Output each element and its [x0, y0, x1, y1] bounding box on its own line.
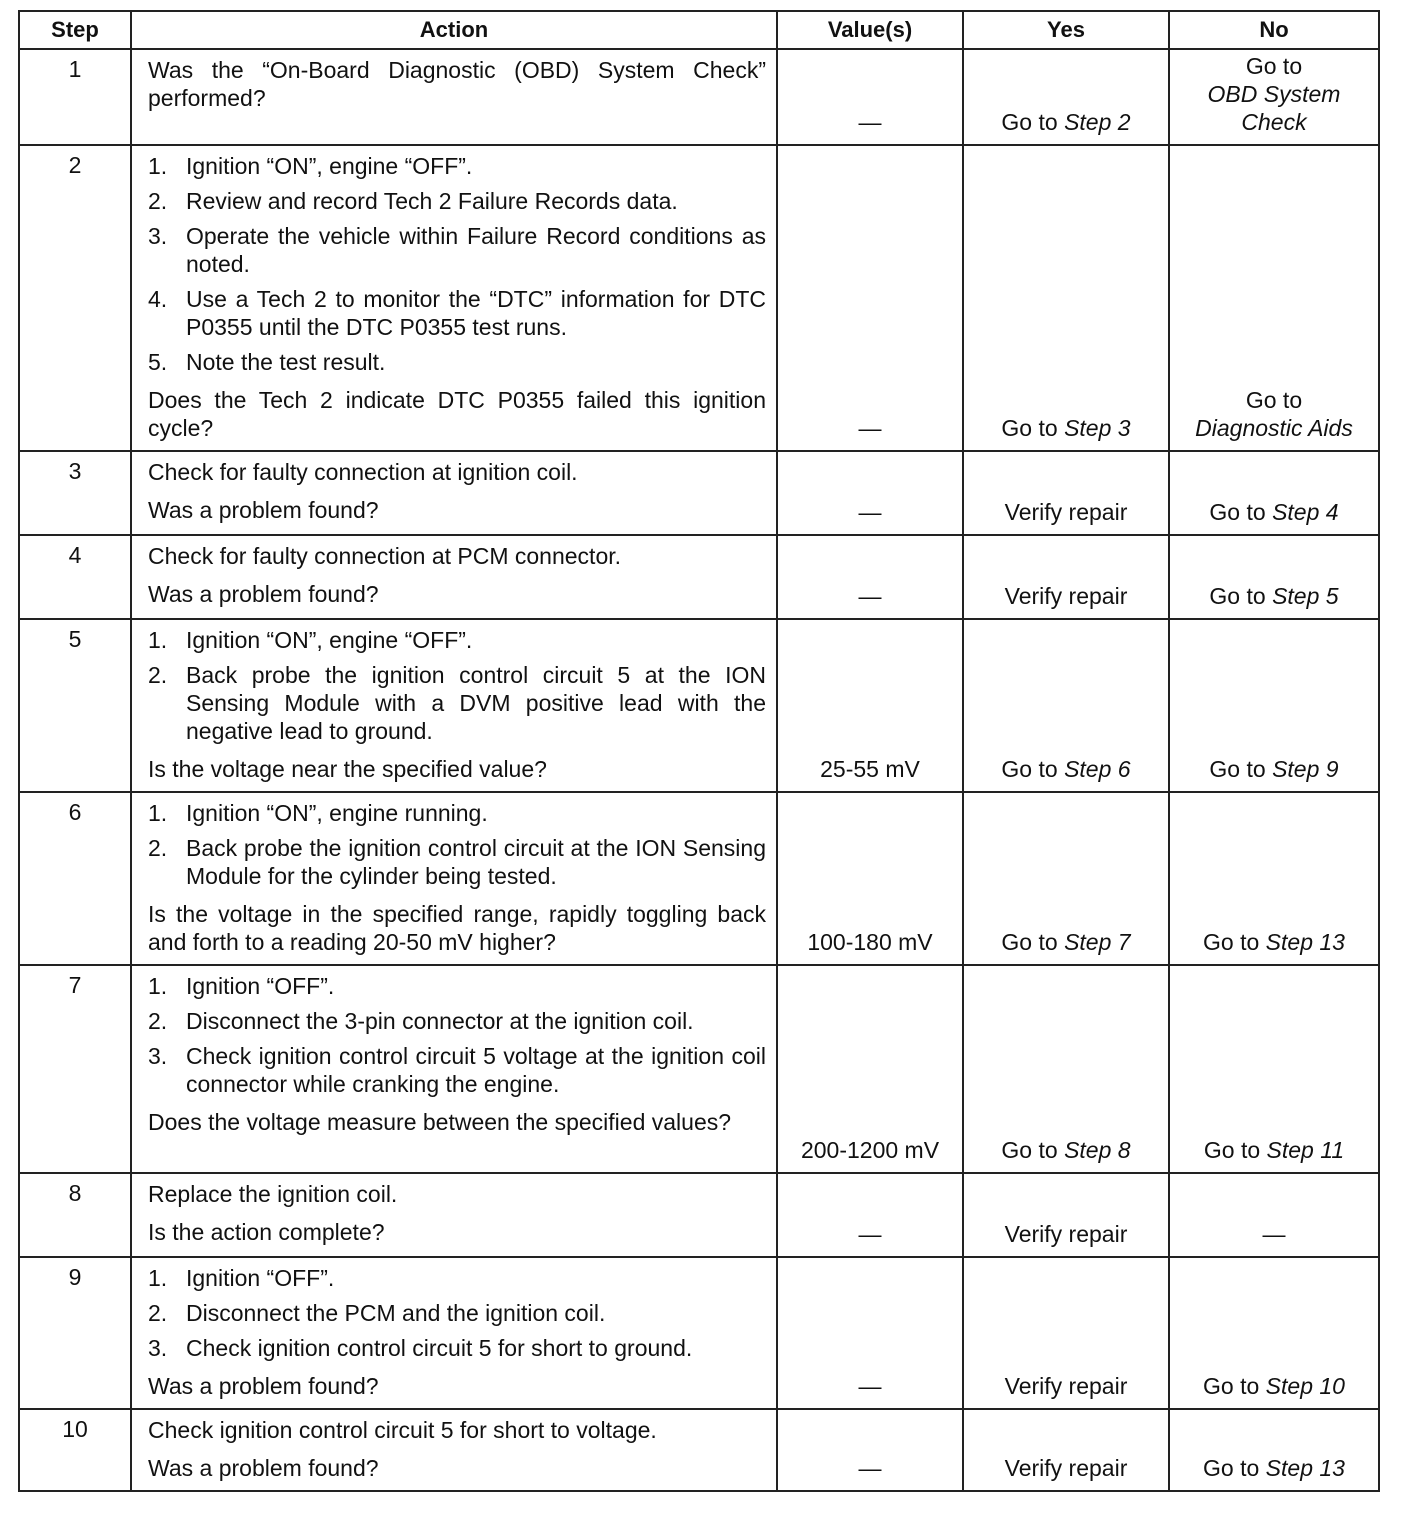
action-step-number: 1.: [148, 627, 168, 653]
action-question: Does the voltage measure between the specified values?: [148, 1109, 732, 1135]
action-step-text: Check ignition control circuit 5 for short to ground.: [186, 1335, 693, 1361]
yes-text: Verify repair: [1004, 1221, 1128, 1247]
action-step-number: 2.: [148, 835, 168, 861]
value-cell: —: [777, 1409, 963, 1491]
action-question: Does the Tech 2 indicate DTC P0355 failed this ignition cycle?: [148, 387, 766, 441]
action-question: Is the voltage near the specified value?: [148, 756, 547, 782]
no-text: Go to: [1245, 387, 1303, 413]
yes-cell: [963, 1173, 1169, 1257]
action-step-text: Ignition “OFF”.: [186, 1265, 335, 1291]
value-cell: —: [777, 451, 963, 535]
yes-cell: [963, 451, 1169, 535]
no-cell: [1169, 1409, 1379, 1491]
yes-step-link[interactable]: Step 6: [1064, 756, 1131, 782]
action-step-number: 1.: [148, 800, 168, 826]
action-step-item: [148, 1007, 766, 1035]
step-number: 7: [19, 965, 131, 1173]
table-body: [19, 49, 1379, 1491]
yes-cell: [963, 145, 1169, 451]
action-cell: [131, 619, 777, 792]
action-step-item: [148, 285, 766, 341]
yes-cell: [963, 619, 1169, 792]
action-step-item: [148, 152, 766, 180]
step-number: 9: [19, 1257, 131, 1409]
action-cell: [131, 1257, 777, 1409]
action-step-item: [148, 222, 766, 278]
header-action: Action: [131, 11, 777, 49]
action-step-number: 1.: [148, 153, 168, 179]
yes-text: Verify repair: [1004, 499, 1128, 525]
value-cell: —: [777, 49, 963, 145]
yes-text: Go to: [1001, 929, 1065, 955]
table-row: [19, 451, 1379, 535]
value-cell: —: [777, 145, 963, 451]
action-step-text: Operate the vehicle within Failure Record conditions as noted.: [186, 223, 766, 277]
no-step-link[interactable]: Step 13: [1265, 929, 1345, 955]
no-cell: [1169, 49, 1379, 145]
table-row: [19, 1409, 1379, 1491]
table-row: [19, 1173, 1379, 1257]
no-step-link[interactable]: Step 5: [1272, 583, 1339, 609]
action-step-item: [148, 972, 766, 1000]
action-cell: [131, 535, 777, 619]
yes-cell: [963, 49, 1169, 145]
action-instruction: Check ignition control circuit 5 for short to voltage.: [148, 1417, 657, 1443]
yes-cell: [963, 1257, 1169, 1409]
header-yes: Yes: [963, 11, 1169, 49]
yes-text: Go to: [1001, 415, 1065, 441]
action-steps-list: [148, 972, 766, 1098]
action-steps-list: [148, 152, 766, 376]
no-step-link[interactable]: Step 10: [1265, 1373, 1345, 1399]
no-step-link[interactable]: Diagnostic Aids: [1195, 415, 1353, 441]
header-row: [19, 11, 1379, 49]
action-question: Was a problem found?: [148, 497, 379, 523]
step-number: 5: [19, 619, 131, 792]
action-steps-list: [148, 626, 766, 745]
yes-cell: [963, 792, 1169, 965]
no-text: Go to: [1203, 1373, 1266, 1399]
action-step-text: Note the test result.: [186, 349, 386, 375]
no-cell: [1169, 619, 1379, 792]
header-values: Value(s): [777, 11, 963, 49]
table-row: [19, 535, 1379, 619]
no-cell: [1169, 145, 1379, 451]
action-step-item: [148, 626, 766, 654]
action-step-text: Use a Tech 2 to monitor the “DTC” information for DTC P0355 until the DTC P0355 test runs.: [186, 286, 766, 340]
action-step-text: Back probe the ignition control circuit 5 at the ION Sensing Module with a DVM positive lead with the negative lead to ground.: [186, 662, 766, 744]
action-step-text: Disconnect the PCM and the ignition coil.: [186, 1300, 606, 1326]
step-number: 2: [19, 145, 131, 451]
yes-step-link[interactable]: Step 7: [1064, 929, 1131, 955]
action-step-number: 2.: [148, 662, 168, 688]
action-step-text: Ignition “ON”, engine “OFF”.: [186, 153, 473, 179]
action-cell: [131, 49, 777, 145]
action-step-number: 2.: [148, 188, 168, 214]
action-instruction: Replace the ignition coil.: [148, 1181, 398, 1207]
table-row: [19, 145, 1379, 451]
step-number: 4: [19, 535, 131, 619]
action-cell: [131, 965, 777, 1173]
action-step-text: Check ignition control circuit 5 voltage at the ignition coil connector while cranking the engine.: [186, 1043, 766, 1097]
yes-text: Verify repair: [1004, 1373, 1128, 1399]
value-cell: —: [777, 1173, 963, 1257]
action-steps-list: [148, 799, 766, 890]
action-cell: [131, 145, 777, 451]
action-step-item: [148, 348, 766, 376]
no-step-link[interactable]: OBD System Check: [1207, 81, 1341, 135]
header-no: No: [1169, 11, 1379, 49]
action-step-text: Ignition “ON”, engine running.: [186, 800, 488, 826]
action-step-item: [148, 1299, 766, 1327]
step-number: 3: [19, 451, 131, 535]
no-text: Go to: [1203, 1137, 1267, 1163]
yes-text: Go to: [1001, 756, 1065, 782]
yes-step-link[interactable]: Step 8: [1064, 1137, 1131, 1163]
diagnostic-table-page: [18, 10, 1378, 1492]
action-step-number: 5.: [148, 349, 168, 375]
step-number: 1: [19, 49, 131, 145]
action-question: Was the “On-Board Diagnostic (OBD) System Check” performed?: [148, 57, 766, 111]
action-question: Was a problem found?: [148, 581, 379, 607]
action-step-item: [148, 1042, 766, 1098]
action-instruction: Check for faulty connection at PCM connector.: [148, 543, 622, 569]
action-cell: [131, 1173, 777, 1257]
no-step-link[interactable]: Step 9: [1272, 756, 1339, 782]
action-step-item: [148, 1264, 766, 1292]
yes-text: Go to: [1001, 109, 1065, 135]
action-instruction: Check for faulty connection at ignition coil.: [148, 459, 578, 485]
no-text: Go to: [1209, 583, 1273, 609]
action-step-number: 1.: [148, 1265, 168, 1291]
action-step-number: 2.: [148, 1008, 168, 1034]
no-text: —: [1262, 1221, 1286, 1247]
value-cell: 25-55 mV: [777, 619, 963, 792]
table-row: [19, 792, 1379, 965]
action-cell: [131, 451, 777, 535]
yes-cell: [963, 965, 1169, 1173]
action-step-number: 3.: [148, 223, 168, 249]
no-step-link[interactable]: Step 13: [1265, 1455, 1345, 1481]
action-step-text: Back probe the ignition control circuit at the ION Sensing Module for the cylinder being tested.: [186, 835, 766, 889]
yes-text: Verify repair: [1004, 1455, 1128, 1481]
table-row: [19, 49, 1379, 145]
table-row: [19, 1257, 1379, 1409]
action-step-text: Disconnect the 3-pin connector at the ignition coil.: [186, 1008, 694, 1034]
action-step-number: 1.: [148, 973, 168, 999]
action-step-item: [148, 1334, 766, 1362]
no-text: Go to: [1209, 756, 1273, 782]
action-step-item: [148, 834, 766, 890]
value-cell: 100-180 mV: [777, 792, 963, 965]
no-cell: [1169, 1173, 1379, 1257]
action-step-number: 2.: [148, 1300, 168, 1326]
yes-cell: [963, 1409, 1169, 1491]
action-step-number: 3.: [148, 1335, 168, 1361]
no-cell: [1169, 451, 1379, 535]
action-question: Was a problem found?: [148, 1373, 379, 1399]
action-cell: [131, 792, 777, 965]
no-text: Go to: [1245, 53, 1303, 79]
step-number: 8: [19, 1173, 131, 1257]
yes-cell: [963, 535, 1169, 619]
table-row: [19, 619, 1379, 792]
action-question: Was a problem found?: [148, 1455, 379, 1481]
action-step-item: [148, 661, 766, 745]
value-cell: —: [777, 1257, 963, 1409]
no-cell: [1169, 792, 1379, 965]
action-step-item: [148, 799, 766, 827]
yes-text: Go to: [1001, 1137, 1065, 1163]
no-cell: [1169, 535, 1379, 619]
action-step-text: Review and record Tech 2 Failure Records data.: [186, 188, 678, 214]
step-number: 10: [19, 1409, 131, 1491]
action-step-number: 3.: [148, 1043, 168, 1069]
action-cell: [131, 1409, 777, 1491]
value-cell: 200-1200 mV: [777, 965, 963, 1173]
action-step-text: Ignition “ON”, engine “OFF”.: [186, 627, 473, 653]
action-steps-list: [148, 1264, 766, 1362]
header-step: Step: [19, 11, 131, 49]
action-step-number: 4.: [148, 286, 168, 312]
no-cell: [1169, 965, 1379, 1173]
no-text: Go to: [1203, 1455, 1266, 1481]
table-row: [19, 965, 1379, 1173]
yes-step-link[interactable]: Step 3: [1064, 415, 1131, 441]
no-text: Go to: [1203, 929, 1266, 955]
no-text: Go to: [1209, 499, 1273, 525]
yes-text: Verify repair: [1004, 583, 1128, 609]
no-step-link[interactable]: Step 11: [1266, 1137, 1345, 1163]
yes-step-link[interactable]: Step 2: [1064, 109, 1131, 135]
diagnostic-table: [18, 10, 1380, 1492]
action-question: Is the action complete?: [148, 1219, 385, 1245]
action-step-text: Ignition “OFF”.: [186, 973, 335, 999]
no-step-link[interactable]: Step 4: [1272, 499, 1339, 525]
action-question: Is the voltage in the specified range, rapidly toggling back and forth to a reading 20-50 mV higher?: [148, 901, 766, 955]
value-cell: —: [777, 535, 963, 619]
no-cell: [1169, 1257, 1379, 1409]
step-number: 6: [19, 792, 131, 965]
action-step-item: [148, 187, 766, 215]
